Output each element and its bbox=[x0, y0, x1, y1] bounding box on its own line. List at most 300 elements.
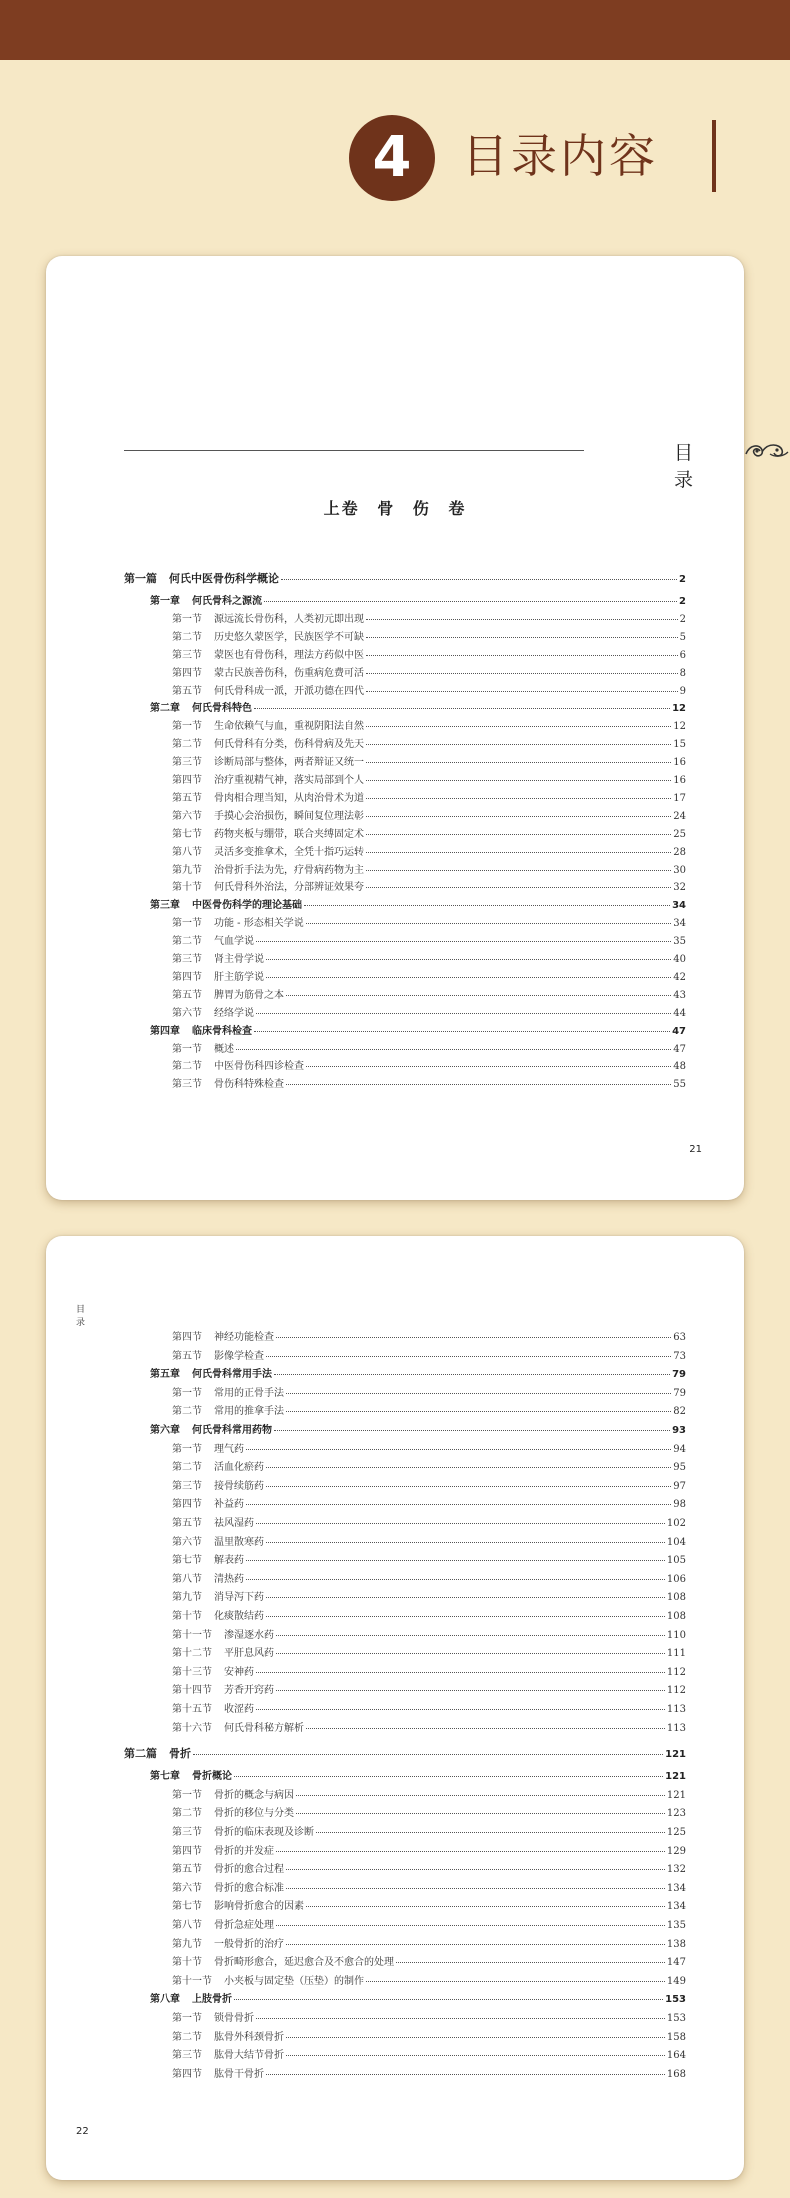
toc-section-entry bbox=[172, 1042, 686, 1057]
toc-entry-title: 解表药 bbox=[214, 1555, 244, 1567]
title-divider-bar bbox=[712, 120, 716, 192]
dot-leader bbox=[276, 1626, 665, 1636]
dot-leader bbox=[306, 1057, 671, 1067]
toc-entry-title: 安神药 bbox=[224, 1666, 254, 1678]
toc-entry-title: 消导泻下药 bbox=[214, 1592, 264, 1604]
toc-entry-number: 第十二节 bbox=[172, 1648, 212, 1660]
dot-leader bbox=[266, 1477, 671, 1487]
toc-page-number: 82 bbox=[673, 1406, 686, 1418]
toc-entry-number: 第十六节 bbox=[172, 1722, 212, 1734]
toc-entry-title: 骨折的移位与分类 bbox=[214, 1808, 294, 1820]
dot-leader bbox=[286, 1879, 665, 1889]
toc-entry-title: 治骨折手法为先，疗骨病药物为主 bbox=[214, 864, 364, 876]
toc-section-entry bbox=[172, 1646, 686, 1661]
toc-section-entry bbox=[172, 737, 686, 752]
toc-entry-number: 第五节 bbox=[172, 1864, 202, 1876]
toc-entry-number: 第七章 bbox=[150, 1771, 180, 1783]
toc-section-entry bbox=[172, 1349, 686, 1364]
dot-leader bbox=[274, 1365, 670, 1375]
toc-section-entry bbox=[172, 719, 686, 734]
toc-page-number: 2 bbox=[679, 613, 686, 625]
toc-entry-title: 锁骨骨折 bbox=[214, 2013, 254, 2024]
toc-page-number: 9 bbox=[679, 685, 686, 697]
dot-leader bbox=[256, 932, 671, 942]
toc-entry-title: 渗湿逐水药 bbox=[224, 1629, 274, 1641]
side-running-label: 目录 bbox=[76, 1305, 86, 1328]
toc-entry-number: 第五节 bbox=[172, 1518, 202, 1529]
toc-chapter-entry bbox=[150, 1769, 686, 1784]
toc-entry-title: 诊断局部与整体，两者辩证又统一 bbox=[214, 757, 364, 769]
running-head-title: 目 录 bbox=[674, 442, 708, 491]
dot-leader bbox=[246, 1440, 671, 1450]
toc-page-number: 55 bbox=[673, 1079, 686, 1091]
toc-entry-number: 第六节 bbox=[172, 1882, 202, 1894]
toc-entry-number: 第十五节 bbox=[172, 1704, 212, 1715]
toc-entry-title: 祛风湿药 bbox=[214, 1518, 254, 1529]
toc-section-entry bbox=[172, 952, 686, 967]
dot-leader bbox=[276, 1681, 665, 1691]
dot-leader bbox=[286, 2028, 665, 2038]
toc-entry-title: 灵活多变推拿术，全凭十指巧运转 bbox=[214, 846, 364, 858]
dot-leader bbox=[366, 771, 671, 781]
dot-leader bbox=[396, 1953, 665, 1963]
toc-entry-title: 中医骨伤科四诊检查 bbox=[214, 1061, 304, 1073]
dot-leader bbox=[256, 2009, 665, 2019]
toc-entry-title: 上肢骨折 bbox=[192, 1994, 232, 2006]
dot-leader bbox=[296, 1804, 665, 1814]
dot-leader bbox=[256, 1663, 665, 1673]
toc-page-number: 158 bbox=[666, 2031, 686, 2043]
toc-page-number: 93 bbox=[672, 1425, 686, 1436]
toc-section-entry bbox=[172, 1386, 686, 1401]
toc-section-entry bbox=[172, 1535, 686, 1550]
toc-page-number: 25 bbox=[673, 828, 686, 840]
toc-section-entry bbox=[172, 1721, 686, 1736]
toc-entry-title: 骨折的概念与病因 bbox=[214, 1789, 294, 1801]
toc-page-number: 30 bbox=[673, 864, 686, 876]
toc-chapter-entry bbox=[150, 1024, 686, 1039]
toc-page-number: 34 bbox=[672, 900, 686, 912]
toc-page-number: 40 bbox=[673, 954, 686, 965]
toc-page-number: 153 bbox=[665, 1994, 686, 2006]
toc-chapter-entry bbox=[150, 1992, 686, 2007]
toc-entry-title: 骨折的并发症 bbox=[214, 1845, 274, 1857]
dot-leader bbox=[234, 1767, 663, 1777]
dot-leader bbox=[306, 914, 672, 924]
toc-page-number: 73 bbox=[673, 1350, 686, 1362]
toc-entry-title: 何氏骨科常用手法 bbox=[192, 1369, 272, 1381]
toc-page-number: 135 bbox=[666, 1920, 686, 1931]
running-head bbox=[124, 346, 708, 491]
toc-section-entry bbox=[172, 648, 686, 663]
toc-page-number: 32 bbox=[673, 882, 686, 894]
dot-leader bbox=[366, 861, 671, 871]
toc-page-number: 110 bbox=[666, 1629, 686, 1641]
toc-entry-title: 药物夹板与绷带，联合夹缚固定术 bbox=[214, 828, 364, 840]
toc-entry-title: 骨折的愈合标准 bbox=[214, 1882, 284, 1894]
toc-entry-number: 第十一节 bbox=[172, 1975, 212, 1987]
dot-leader bbox=[266, 950, 671, 960]
toc-page-number: 112 bbox=[666, 1685, 686, 1697]
toc-entry-title: 芳香开窍药 bbox=[224, 1685, 274, 1697]
dot-leader bbox=[276, 1916, 665, 1926]
toc-entry-number: 第一节 bbox=[172, 721, 202, 733]
toc-section-entry bbox=[172, 1590, 686, 1605]
toc-entry-title: 补益药 bbox=[214, 1499, 244, 1511]
toc-page-number: 28 bbox=[673, 846, 686, 858]
toc-entry-title: 中医骨伤科学的理论基础 bbox=[192, 900, 302, 912]
toc-entry-title: 历史悠久蒙医学，民族医学不可缺 bbox=[214, 631, 364, 643]
toc-page-number: 12 bbox=[672, 703, 686, 715]
toc-entry-title: 手摸心会治损伤，瞬间复位理法彰 bbox=[214, 810, 364, 822]
toc-entry-number: 第三节 bbox=[172, 1079, 202, 1091]
toc-page-number: 17 bbox=[673, 792, 686, 804]
toc-page-number: 35 bbox=[673, 936, 686, 948]
dot-leader bbox=[366, 610, 678, 620]
toc-section-entry bbox=[172, 1516, 686, 1531]
dot-leader bbox=[193, 1745, 663, 1755]
dot-leader bbox=[264, 592, 677, 602]
toc-page-number: 2 bbox=[679, 596, 686, 607]
running-head-rule bbox=[124, 450, 584, 451]
toc-entry-number: 第二节 bbox=[172, 1462, 202, 1474]
toc-entry-title: 常用的推拿手法 bbox=[214, 1406, 284, 1418]
toc-section-entry bbox=[172, 2048, 686, 2063]
toc-entry-title: 活血化瘀药 bbox=[214, 1462, 264, 1474]
toc-entry-number: 第八节 bbox=[172, 1920, 202, 1931]
toc-entry-number: 第十一节 bbox=[172, 1629, 212, 1641]
toc-section-entry bbox=[172, 809, 686, 824]
toc-entry-title: 肾主骨学说 bbox=[214, 954, 264, 965]
toc-entry-number: 第四节 bbox=[172, 2068, 202, 2080]
toc-entry-title: 理气药 bbox=[214, 1443, 244, 1455]
toc-section-entry bbox=[172, 863, 686, 878]
toc-entry-title: 概述 bbox=[214, 1043, 234, 1055]
toc-entry-number: 第十四节 bbox=[172, 1685, 212, 1697]
toc-page-number: 16 bbox=[673, 757, 686, 769]
toc-entry-title: 治疗重视精气神，落实局部到个人 bbox=[214, 775, 364, 786]
toc-entry-number: 第五节 bbox=[172, 792, 202, 804]
toc-section-entry bbox=[172, 1059, 686, 1074]
dot-leader bbox=[286, 2046, 665, 2056]
volume-title: 上卷 骨 伤 卷 bbox=[323, 499, 467, 518]
toc-entry-number: 第九节 bbox=[172, 1938, 202, 1950]
toc-entry-title: 骨肉相合理当知，从肉治骨术为道 bbox=[214, 792, 364, 804]
toc-page-number: 113 bbox=[666, 1722, 686, 1734]
toc-entry-number: 第二节 bbox=[172, 1061, 202, 1073]
toc-page-number: 149 bbox=[666, 1975, 686, 1987]
toc-chapter-entry bbox=[150, 1367, 686, 1382]
toc-page-number: 12 bbox=[673, 721, 686, 733]
toc-entry-number: 第二节 bbox=[172, 631, 202, 643]
toc-entry-title: 骨伤科特殊检查 bbox=[214, 1079, 284, 1091]
toc-entry-number: 第七节 bbox=[172, 828, 202, 840]
toc-entry-number: 第三节 bbox=[172, 2050, 202, 2062]
toc-entry-title: 何氏中医骨伤科学概论 bbox=[169, 572, 279, 585]
toc-entry-title: 骨折的临床表现及诊断 bbox=[214, 1827, 314, 1838]
toc-page-number: 95 bbox=[673, 1462, 686, 1474]
toc-entry-number: 第一章 bbox=[150, 596, 180, 607]
toc-section-entry bbox=[172, 755, 686, 770]
toc-part-entry bbox=[124, 1747, 686, 1762]
toc-entry-title: 何氏骨科特色 bbox=[192, 703, 252, 715]
toc-entry-number: 第二节 bbox=[172, 739, 202, 751]
toc-section-entry bbox=[172, 934, 686, 949]
dot-leader bbox=[366, 664, 678, 674]
toc-entry-title: 何氏骨科外治法，分部辨证效果夸 bbox=[214, 882, 364, 894]
dot-leader bbox=[256, 1514, 665, 1524]
dot-leader bbox=[296, 1786, 665, 1796]
cloud-ornament-icon bbox=[742, 438, 790, 462]
toc-entry-title: 小夹板与固定垫（压垫）的制作 bbox=[224, 1975, 364, 1987]
toc-entry-title: 肱骨外科颈骨折 bbox=[214, 2031, 284, 2043]
dot-leader bbox=[366, 735, 671, 745]
toc-section-entry bbox=[172, 1665, 686, 1680]
toc-section-entry bbox=[172, 1404, 686, 1419]
toc-entry-title: 功能 - 形态相关学说 bbox=[214, 918, 304, 930]
toc-section-entry bbox=[172, 630, 686, 645]
toc-page-number: 125 bbox=[666, 1827, 686, 1838]
dot-leader bbox=[286, 1075, 671, 1085]
toc-section-entry bbox=[172, 612, 686, 627]
toc-entry-title: 神经功能检查 bbox=[214, 1332, 274, 1343]
toc-page-number: 15 bbox=[673, 739, 686, 751]
dot-leader bbox=[266, 1533, 665, 1543]
dot-leader bbox=[366, 789, 671, 799]
toc-page-number: 147 bbox=[666, 1957, 686, 1969]
toc-entry-number: 第六节 bbox=[172, 810, 202, 822]
toc-entry-number: 第三节 bbox=[172, 954, 202, 965]
dot-leader bbox=[286, 1384, 671, 1394]
toc-entry-title: 骨折急症处理 bbox=[214, 1920, 274, 1931]
toc-section-entry bbox=[172, 773, 686, 788]
toc-entry-title: 骨折 bbox=[169, 1747, 191, 1761]
toc-section-entry bbox=[172, 1881, 686, 1896]
toc-entry-number: 第四节 bbox=[172, 1499, 202, 1511]
dot-leader bbox=[276, 1328, 671, 1338]
toc-section-entry bbox=[172, 2067, 686, 2082]
toc-section-entry bbox=[172, 1899, 686, 1914]
dot-leader bbox=[276, 1644, 665, 1654]
dot-leader bbox=[286, 1860, 665, 1870]
toc-entry-number: 第一节 bbox=[172, 1443, 202, 1455]
toc-section-entry bbox=[172, 988, 686, 1003]
toc-entry-number: 第六节 bbox=[172, 1007, 202, 1019]
toc-page-number: 111 bbox=[666, 1648, 686, 1660]
toc-section-entry bbox=[172, 1077, 686, 1092]
toc-entry-title: 源远流长骨伤科，人类初元即出现 bbox=[214, 613, 364, 625]
dot-leader bbox=[256, 1700, 665, 1710]
toc-page-number: 48 bbox=[673, 1061, 686, 1073]
toc-entry-number: 第八节 bbox=[172, 846, 202, 858]
toc-entry-number: 第一节 bbox=[172, 2013, 202, 2024]
toc-entry-title: 临床骨科检查 bbox=[192, 1025, 252, 1037]
toc-page-number: 42 bbox=[673, 971, 686, 983]
dot-leader bbox=[266, 1607, 665, 1617]
toc-entry-number: 第九节 bbox=[172, 864, 202, 876]
toc-entry-number: 第八章 bbox=[150, 1994, 180, 2006]
page-number: 21 bbox=[689, 1144, 702, 1155]
toc-entry-title: 清热药 bbox=[214, 1573, 244, 1585]
toc-entry-title: 化痰散结药 bbox=[214, 1611, 264, 1622]
toc-entry-number: 第三章 bbox=[150, 900, 180, 912]
dot-leader bbox=[236, 1040, 671, 1050]
toc-page-number: 34 bbox=[673, 918, 686, 930]
toc-entry-title: 何氏骨科成一派，开派功德在四代 bbox=[214, 685, 364, 697]
toc-section-entry bbox=[172, 1460, 686, 1475]
dot-leader bbox=[266, 1347, 671, 1357]
dot-leader bbox=[366, 807, 671, 817]
dot-leader bbox=[316, 1823, 665, 1833]
toc-entry-title: 骨折畸形愈合，延迟愈合及不愈合的处理 bbox=[214, 1957, 394, 1969]
toc-entry-number: 第三节 bbox=[172, 1827, 202, 1838]
toc-section-entry bbox=[172, 2030, 686, 2045]
toc-section-entry bbox=[172, 1788, 686, 1803]
dot-leader bbox=[254, 1022, 670, 1032]
toc-entry-number: 第二篇 bbox=[124, 1747, 157, 1761]
toc-entry-title: 蒙古民族善伤科，伤重病危费可活 bbox=[214, 667, 364, 679]
toc-entry-number: 第七节 bbox=[172, 1901, 202, 1913]
toc-entry-number: 第三节 bbox=[172, 757, 202, 769]
toc-page-number: 79 bbox=[673, 1387, 686, 1399]
toc-entry-number: 第一节 bbox=[172, 1043, 202, 1055]
toc-page-number: 129 bbox=[666, 1845, 686, 1857]
toc-entry-number: 第七节 bbox=[172, 1555, 202, 1567]
dot-leader bbox=[366, 1972, 665, 1982]
toc-entry-number: 第四节 bbox=[172, 971, 202, 983]
toc-entry-number: 第四节 bbox=[172, 1332, 202, 1343]
toc-entry-number: 第五节 bbox=[172, 1350, 202, 1362]
dot-leader bbox=[246, 1570, 665, 1580]
toc-entry-title: 平肝息风药 bbox=[224, 1648, 274, 1660]
toc-entry-number: 第二节 bbox=[172, 1406, 202, 1418]
toc-page-number: 47 bbox=[672, 1025, 686, 1037]
toc-section-entry bbox=[172, 1553, 686, 1568]
toc-section-entry bbox=[172, 1806, 686, 1821]
toc-page-number: 2 bbox=[679, 574, 686, 585]
toc-page-number: 168 bbox=[666, 2068, 686, 2080]
dot-leader bbox=[366, 843, 671, 853]
toc-page-number: 5 bbox=[679, 631, 686, 643]
dot-leader bbox=[306, 1719, 665, 1729]
toc-entry-title: 气血学说 bbox=[214, 936, 254, 948]
toc-entry-number: 第四章 bbox=[150, 1025, 180, 1037]
toc-chapter-entry bbox=[150, 898, 686, 913]
toc-page-number: 98 bbox=[673, 1499, 686, 1511]
toc-chapter-entry bbox=[150, 594, 686, 609]
toc-page-number: 121 bbox=[666, 1789, 686, 1801]
toc-page-number: 47 bbox=[673, 1043, 686, 1055]
toc-section-entry bbox=[172, 1683, 686, 1698]
toc-section-entry bbox=[172, 1974, 686, 1989]
toc-entry-title: 影像学检查 bbox=[214, 1350, 264, 1362]
toc-page-number: 44 bbox=[673, 1007, 686, 1019]
toc-entry-number: 第三节 bbox=[172, 1480, 202, 1492]
toc-entry-number: 第二节 bbox=[172, 2031, 202, 2043]
toc-entry-title: 经络学说 bbox=[214, 1007, 254, 1019]
toc-entry-number: 第五章 bbox=[150, 1369, 180, 1381]
toc-entry-title: 肝主筋学说 bbox=[214, 971, 264, 983]
toc-page-number: 43 bbox=[673, 989, 686, 1001]
toc-entry-number: 第四节 bbox=[172, 775, 202, 786]
toc-section-entry bbox=[172, 1955, 686, 1970]
dot-leader bbox=[274, 1421, 670, 1431]
dot-leader bbox=[234, 1990, 663, 2000]
toc-page-number: 164 bbox=[666, 2050, 686, 2062]
dot-leader bbox=[254, 699, 670, 709]
toc-page-number: 16 bbox=[673, 775, 686, 786]
page-number: 22 bbox=[76, 2126, 89, 2137]
toc-section-entry bbox=[172, 684, 686, 699]
toc-entry-number: 第九节 bbox=[172, 1592, 202, 1604]
toc-entry-number: 第六章 bbox=[150, 1425, 180, 1436]
toc-entry-title: 收涩药 bbox=[224, 1704, 254, 1715]
toc-entry-number: 第四节 bbox=[172, 1845, 202, 1857]
toc-section-entry bbox=[172, 666, 686, 681]
dot-leader bbox=[366, 682, 678, 692]
toc-section-entry bbox=[172, 1479, 686, 1494]
toc-page-number: 123 bbox=[666, 1808, 686, 1820]
toc-entry-number: 第一节 bbox=[172, 918, 202, 930]
toc-page-number: 132 bbox=[666, 1864, 686, 1876]
toc-entry-number: 第二节 bbox=[172, 936, 202, 948]
toc-entry-number: 第五节 bbox=[172, 685, 202, 697]
toc-page-number: 108 bbox=[666, 1611, 686, 1622]
toc-entry-number: 第一篇 bbox=[124, 572, 157, 585]
dot-leader bbox=[266, 1588, 665, 1598]
dot-leader bbox=[366, 753, 671, 763]
dot-leader bbox=[366, 628, 678, 638]
toc-entry-title: 脾胃为筋骨之本 bbox=[214, 989, 284, 1001]
toc-section-entry bbox=[172, 1918, 686, 1933]
toc-section-entry bbox=[172, 791, 686, 806]
dot-leader bbox=[306, 1897, 665, 1907]
toc-section-entry bbox=[172, 1609, 686, 1624]
toc-chapter-entry bbox=[150, 701, 686, 716]
toc-section-entry bbox=[172, 1442, 686, 1457]
book-page-21 bbox=[46, 256, 744, 1200]
toc-page-number: 108 bbox=[666, 1592, 686, 1604]
toc-entry-title: 何氏骨科常用药物 bbox=[192, 1425, 272, 1436]
toc-section-entry bbox=[172, 1702, 686, 1717]
toc-entry-number: 第一节 bbox=[172, 1789, 202, 1801]
dot-leader bbox=[266, 1458, 671, 1468]
toc-section-entry bbox=[172, 970, 686, 985]
book-page-22 bbox=[46, 1236, 744, 2180]
toc-page-number: 134 bbox=[666, 1901, 686, 1913]
toc-entry-title: 蒙医也有骨伤科，理法方药似中医 bbox=[214, 649, 364, 661]
toc-entry-number: 第十节 bbox=[172, 1611, 202, 1622]
toc-page-number: 121 bbox=[665, 1749, 686, 1761]
dot-leader bbox=[366, 825, 671, 835]
toc-entry-number: 第六节 bbox=[172, 1536, 202, 1548]
toc-entry-number: 第一节 bbox=[172, 613, 202, 625]
toc-entry-title: 肱骨干骨折 bbox=[214, 2068, 264, 2080]
toc-section-entry bbox=[172, 1628, 686, 1643]
toc-page-number: 113 bbox=[666, 1704, 686, 1715]
dot-leader bbox=[286, 986, 671, 996]
toc-entry-title: 何氏骨科之源流 bbox=[192, 596, 262, 607]
toc-entry-title: 骨折的愈合过程 bbox=[214, 1864, 284, 1876]
toc-entry-title: 常用的正骨手法 bbox=[214, 1387, 284, 1399]
toc-section-entry bbox=[172, 1497, 686, 1512]
dot-leader bbox=[286, 1935, 665, 1945]
toc-section-entry bbox=[172, 880, 686, 895]
toc-entry-number: 第五节 bbox=[172, 989, 202, 1001]
toc-section-entry bbox=[172, 916, 686, 931]
toc-page-number: 105 bbox=[666, 1555, 686, 1567]
toc-entry-title: 接骨续筋药 bbox=[214, 1480, 264, 1492]
